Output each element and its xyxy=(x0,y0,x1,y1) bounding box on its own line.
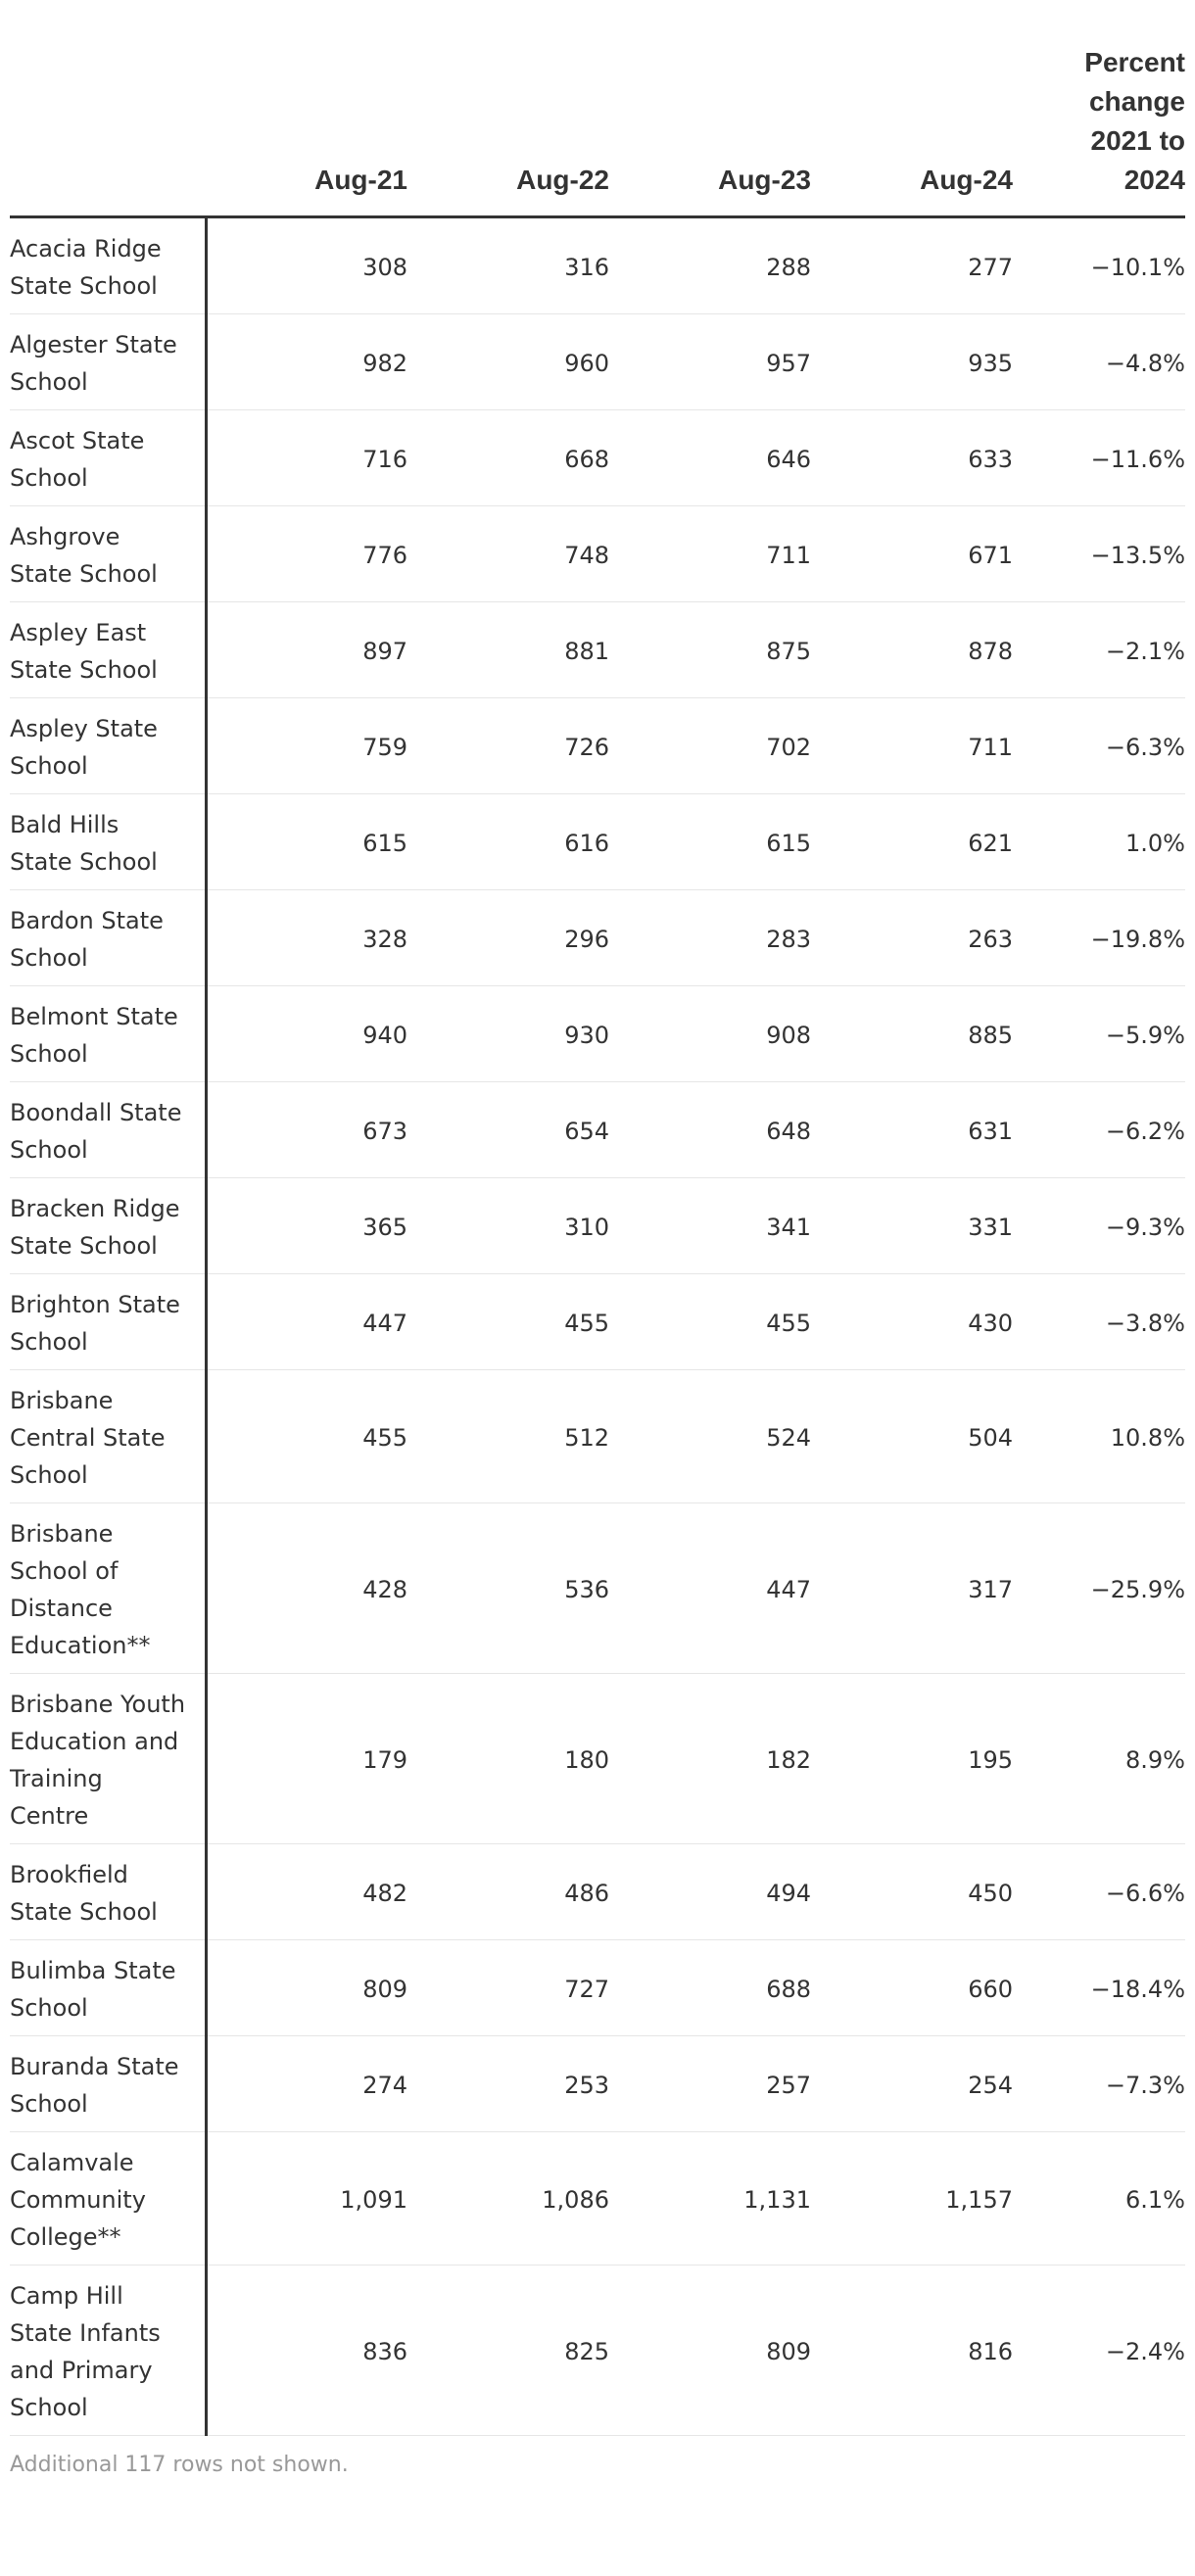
enrolment-aug-22: 512 xyxy=(407,1370,609,1503)
percent-change: −9.3% xyxy=(1013,1178,1185,1274)
table-row xyxy=(10,986,1185,1082)
school-name: Bardon State School xyxy=(10,890,206,986)
enrolment-aug-24: 263 xyxy=(811,890,1013,986)
percent-change: −6.6% xyxy=(1013,1844,1185,1940)
percent-change: −2.1% xyxy=(1013,602,1185,698)
enrolment-aug-24: 430 xyxy=(811,1274,1013,1370)
table-row xyxy=(10,1674,1185,1844)
enrolment-aug-24: 254 xyxy=(811,2036,1013,2132)
enrolment-aug-22: 180 xyxy=(407,1674,609,1844)
percent-change: −5.9% xyxy=(1013,986,1185,1082)
table-row xyxy=(10,1844,1185,1940)
enrolment-aug-23: 957 xyxy=(609,314,811,410)
table-row xyxy=(10,2266,1185,2436)
percent-change: 1.0% xyxy=(1013,794,1185,890)
enrolment-aug-24: 331 xyxy=(811,1178,1013,1274)
enrolment-aug-22: 727 xyxy=(407,1940,609,2036)
enrolment-aug-21: 615 xyxy=(206,794,407,890)
enrolment-aug-21: 179 xyxy=(206,1674,407,1844)
enrolment-aug-24: 450 xyxy=(811,1844,1013,1940)
enrolment-aug-21: 1,091 xyxy=(206,2132,407,2266)
enrolment-aug-23: 182 xyxy=(609,1674,811,1844)
enrolment-aug-22: 825 xyxy=(407,2266,609,2436)
school-name: Aspley State School xyxy=(10,698,206,794)
school-name: Ascot State School xyxy=(10,410,206,506)
enrolment-aug-24: 660 xyxy=(811,1940,1013,2036)
table-row xyxy=(10,217,1185,314)
enrolment-aug-21: 428 xyxy=(206,1503,407,1674)
school-name: Brookfield State School xyxy=(10,1844,206,1940)
enrolment-aug-21: 673 xyxy=(206,1082,407,1178)
school-name: Algester State School xyxy=(10,314,206,410)
enrolment-aug-24: 671 xyxy=(811,506,1013,602)
enrolment-aug-23: 288 xyxy=(609,217,811,314)
school-name: Calamvale Community College** xyxy=(10,2132,206,2266)
percent-change: −6.2% xyxy=(1013,1082,1185,1178)
enrolment-aug-24: 621 xyxy=(811,794,1013,890)
school-name: Bald Hills State School xyxy=(10,794,206,890)
table-row xyxy=(10,602,1185,698)
enrolment-aug-22: 726 xyxy=(407,698,609,794)
table-row xyxy=(10,1370,1185,1503)
enrolment-aug-23: 455 xyxy=(609,1274,811,1370)
school-name: Bulimba State School xyxy=(10,1940,206,2036)
enrolment-aug-23: 711 xyxy=(609,506,811,602)
enrolment-aug-24: 195 xyxy=(811,1674,1013,1844)
percent-change: −18.4% xyxy=(1013,1940,1185,2036)
table-row xyxy=(10,794,1185,890)
enrolment-aug-24: 504 xyxy=(811,1370,1013,1503)
enrolment-aug-22: 960 xyxy=(407,314,609,410)
school-name: Buranda State School xyxy=(10,2036,206,2132)
enrolment-aug-21: 776 xyxy=(206,506,407,602)
enrolment-aug-24: 317 xyxy=(811,1503,1013,1674)
enrolment-aug-21: 328 xyxy=(206,890,407,986)
enrolment-aug-24: 277 xyxy=(811,217,1013,314)
enrolment-aug-23: 283 xyxy=(609,890,811,986)
header-row xyxy=(10,0,1185,217)
percent-change: −11.6% xyxy=(1013,410,1185,506)
percent-change: −4.8% xyxy=(1013,314,1185,410)
header-percent-change: Percent change 2021 to 2024 xyxy=(1013,0,1185,217)
enrolment-aug-21: 482 xyxy=(206,1844,407,1940)
table-row xyxy=(10,314,1185,410)
school-name: Brisbane School of Distance Education** xyxy=(10,1503,206,1674)
enrolment-aug-21: 274 xyxy=(206,2036,407,2132)
table-row xyxy=(10,506,1185,602)
enrolment-aug-21: 455 xyxy=(206,1370,407,1503)
percent-change: 8.9% xyxy=(1013,1674,1185,1844)
table-row xyxy=(10,2036,1185,2132)
enrolment-aug-21: 940 xyxy=(206,986,407,1082)
table-row xyxy=(10,1503,1185,1674)
header-aug-23: Aug-23 xyxy=(609,0,811,217)
enrolment-table xyxy=(10,0,1185,2436)
enrolment-aug-22: 455 xyxy=(407,1274,609,1370)
percent-change: −6.3% xyxy=(1013,698,1185,794)
enrolment-aug-21: 897 xyxy=(206,602,407,698)
school-name: Aspley East State School xyxy=(10,602,206,698)
enrolment-aug-22: 668 xyxy=(407,410,609,506)
enrolment-aug-24: 935 xyxy=(811,314,1013,410)
table-row xyxy=(10,698,1185,794)
enrolment-aug-21: 716 xyxy=(206,410,407,506)
table-row xyxy=(10,1274,1185,1370)
percent-change: 6.1% xyxy=(1013,2132,1185,2266)
enrolment-aug-22: 654 xyxy=(407,1082,609,1178)
percent-change: 10.8% xyxy=(1013,1370,1185,1503)
footnote: Additional 117 rows not shown. xyxy=(10,2453,349,2477)
enrolment-aug-22: 253 xyxy=(407,2036,609,2132)
enrolment-aug-21: 447 xyxy=(206,1274,407,1370)
enrolment-aug-21: 308 xyxy=(206,217,407,314)
enrolment-aug-23: 646 xyxy=(609,410,811,506)
header-school xyxy=(10,0,206,217)
table-row xyxy=(10,890,1185,986)
school-name: Acacia Ridge State School xyxy=(10,217,206,314)
enrolment-aug-23: 648 xyxy=(609,1082,811,1178)
enrolment-aug-21: 809 xyxy=(206,1940,407,2036)
enrolment-aug-21: 836 xyxy=(206,2266,407,2436)
enrolment-aug-23: 257 xyxy=(609,2036,811,2132)
enrolment-table-container xyxy=(10,0,1185,2481)
enrolment-aug-23: 688 xyxy=(609,1940,811,2036)
enrolment-aug-24: 885 xyxy=(811,986,1013,1082)
percent-change: −19.8% xyxy=(1013,890,1185,986)
enrolment-aug-22: 1,086 xyxy=(407,2132,609,2266)
enrolment-aug-23: 1,131 xyxy=(609,2132,811,2266)
table-row xyxy=(10,2132,1185,2266)
enrolment-aug-24: 1,157 xyxy=(811,2132,1013,2266)
percent-change: −10.1% xyxy=(1013,217,1185,314)
enrolment-aug-22: 536 xyxy=(407,1503,609,1674)
percent-change: −13.5% xyxy=(1013,506,1185,602)
school-name: Belmont State School xyxy=(10,986,206,1082)
enrolment-aug-22: 881 xyxy=(407,602,609,698)
percent-change: −3.8% xyxy=(1013,1274,1185,1370)
school-name: Boondall State School xyxy=(10,1082,206,1178)
percent-change: −25.9% xyxy=(1013,1503,1185,1674)
table-body xyxy=(10,217,1185,2436)
enrolment-aug-22: 296 xyxy=(407,890,609,986)
school-name: Brisbane Central State School xyxy=(10,1370,206,1503)
enrolment-aug-24: 878 xyxy=(811,602,1013,698)
enrolment-aug-24: 816 xyxy=(811,2266,1013,2436)
header-aug-22: Aug-22 xyxy=(407,0,609,217)
school-name: Brighton State School xyxy=(10,1274,206,1370)
table-row xyxy=(10,1082,1185,1178)
enrolment-aug-23: 494 xyxy=(609,1844,811,1940)
enrolment-aug-23: 615 xyxy=(609,794,811,890)
header-aug-24: Aug-24 xyxy=(811,0,1013,217)
enrolment-aug-23: 908 xyxy=(609,986,811,1082)
table-row xyxy=(10,410,1185,506)
enrolment-aug-23: 875 xyxy=(609,602,811,698)
enrolment-aug-24: 633 xyxy=(811,410,1013,506)
enrolment-aug-21: 365 xyxy=(206,1178,407,1274)
enrolment-aug-23: 524 xyxy=(609,1370,811,1503)
enrolment-aug-23: 447 xyxy=(609,1503,811,1674)
school-name: Camp Hill State Infants and Primary School xyxy=(10,2266,206,2436)
table-row xyxy=(10,1178,1185,1274)
enrolment-aug-22: 486 xyxy=(407,1844,609,1940)
school-name: Bracken Ridge State School xyxy=(10,1178,206,1274)
percent-change: −2.4% xyxy=(1013,2266,1185,2436)
enrolment-aug-24: 631 xyxy=(811,1082,1013,1178)
enrolment-aug-22: 316 xyxy=(407,217,609,314)
header-aug-21: Aug-21 xyxy=(206,0,407,217)
enrolment-aug-23: 809 xyxy=(609,2266,811,2436)
enrolment-aug-21: 982 xyxy=(206,314,407,410)
table-row xyxy=(10,1940,1185,2036)
school-name: Ashgrove State School xyxy=(10,506,206,602)
enrolment-aug-23: 702 xyxy=(609,698,811,794)
enrolment-aug-23: 341 xyxy=(609,1178,811,1274)
enrolment-aug-22: 616 xyxy=(407,794,609,890)
percent-change: −7.3% xyxy=(1013,2036,1185,2132)
enrolment-aug-22: 748 xyxy=(407,506,609,602)
enrolment-aug-21: 759 xyxy=(206,698,407,794)
enrolment-aug-22: 930 xyxy=(407,986,609,1082)
enrolment-aug-22: 310 xyxy=(407,1178,609,1274)
enrolment-aug-24: 711 xyxy=(811,698,1013,794)
school-name: Brisbane Youth Education and Training Centre xyxy=(10,1674,206,1844)
